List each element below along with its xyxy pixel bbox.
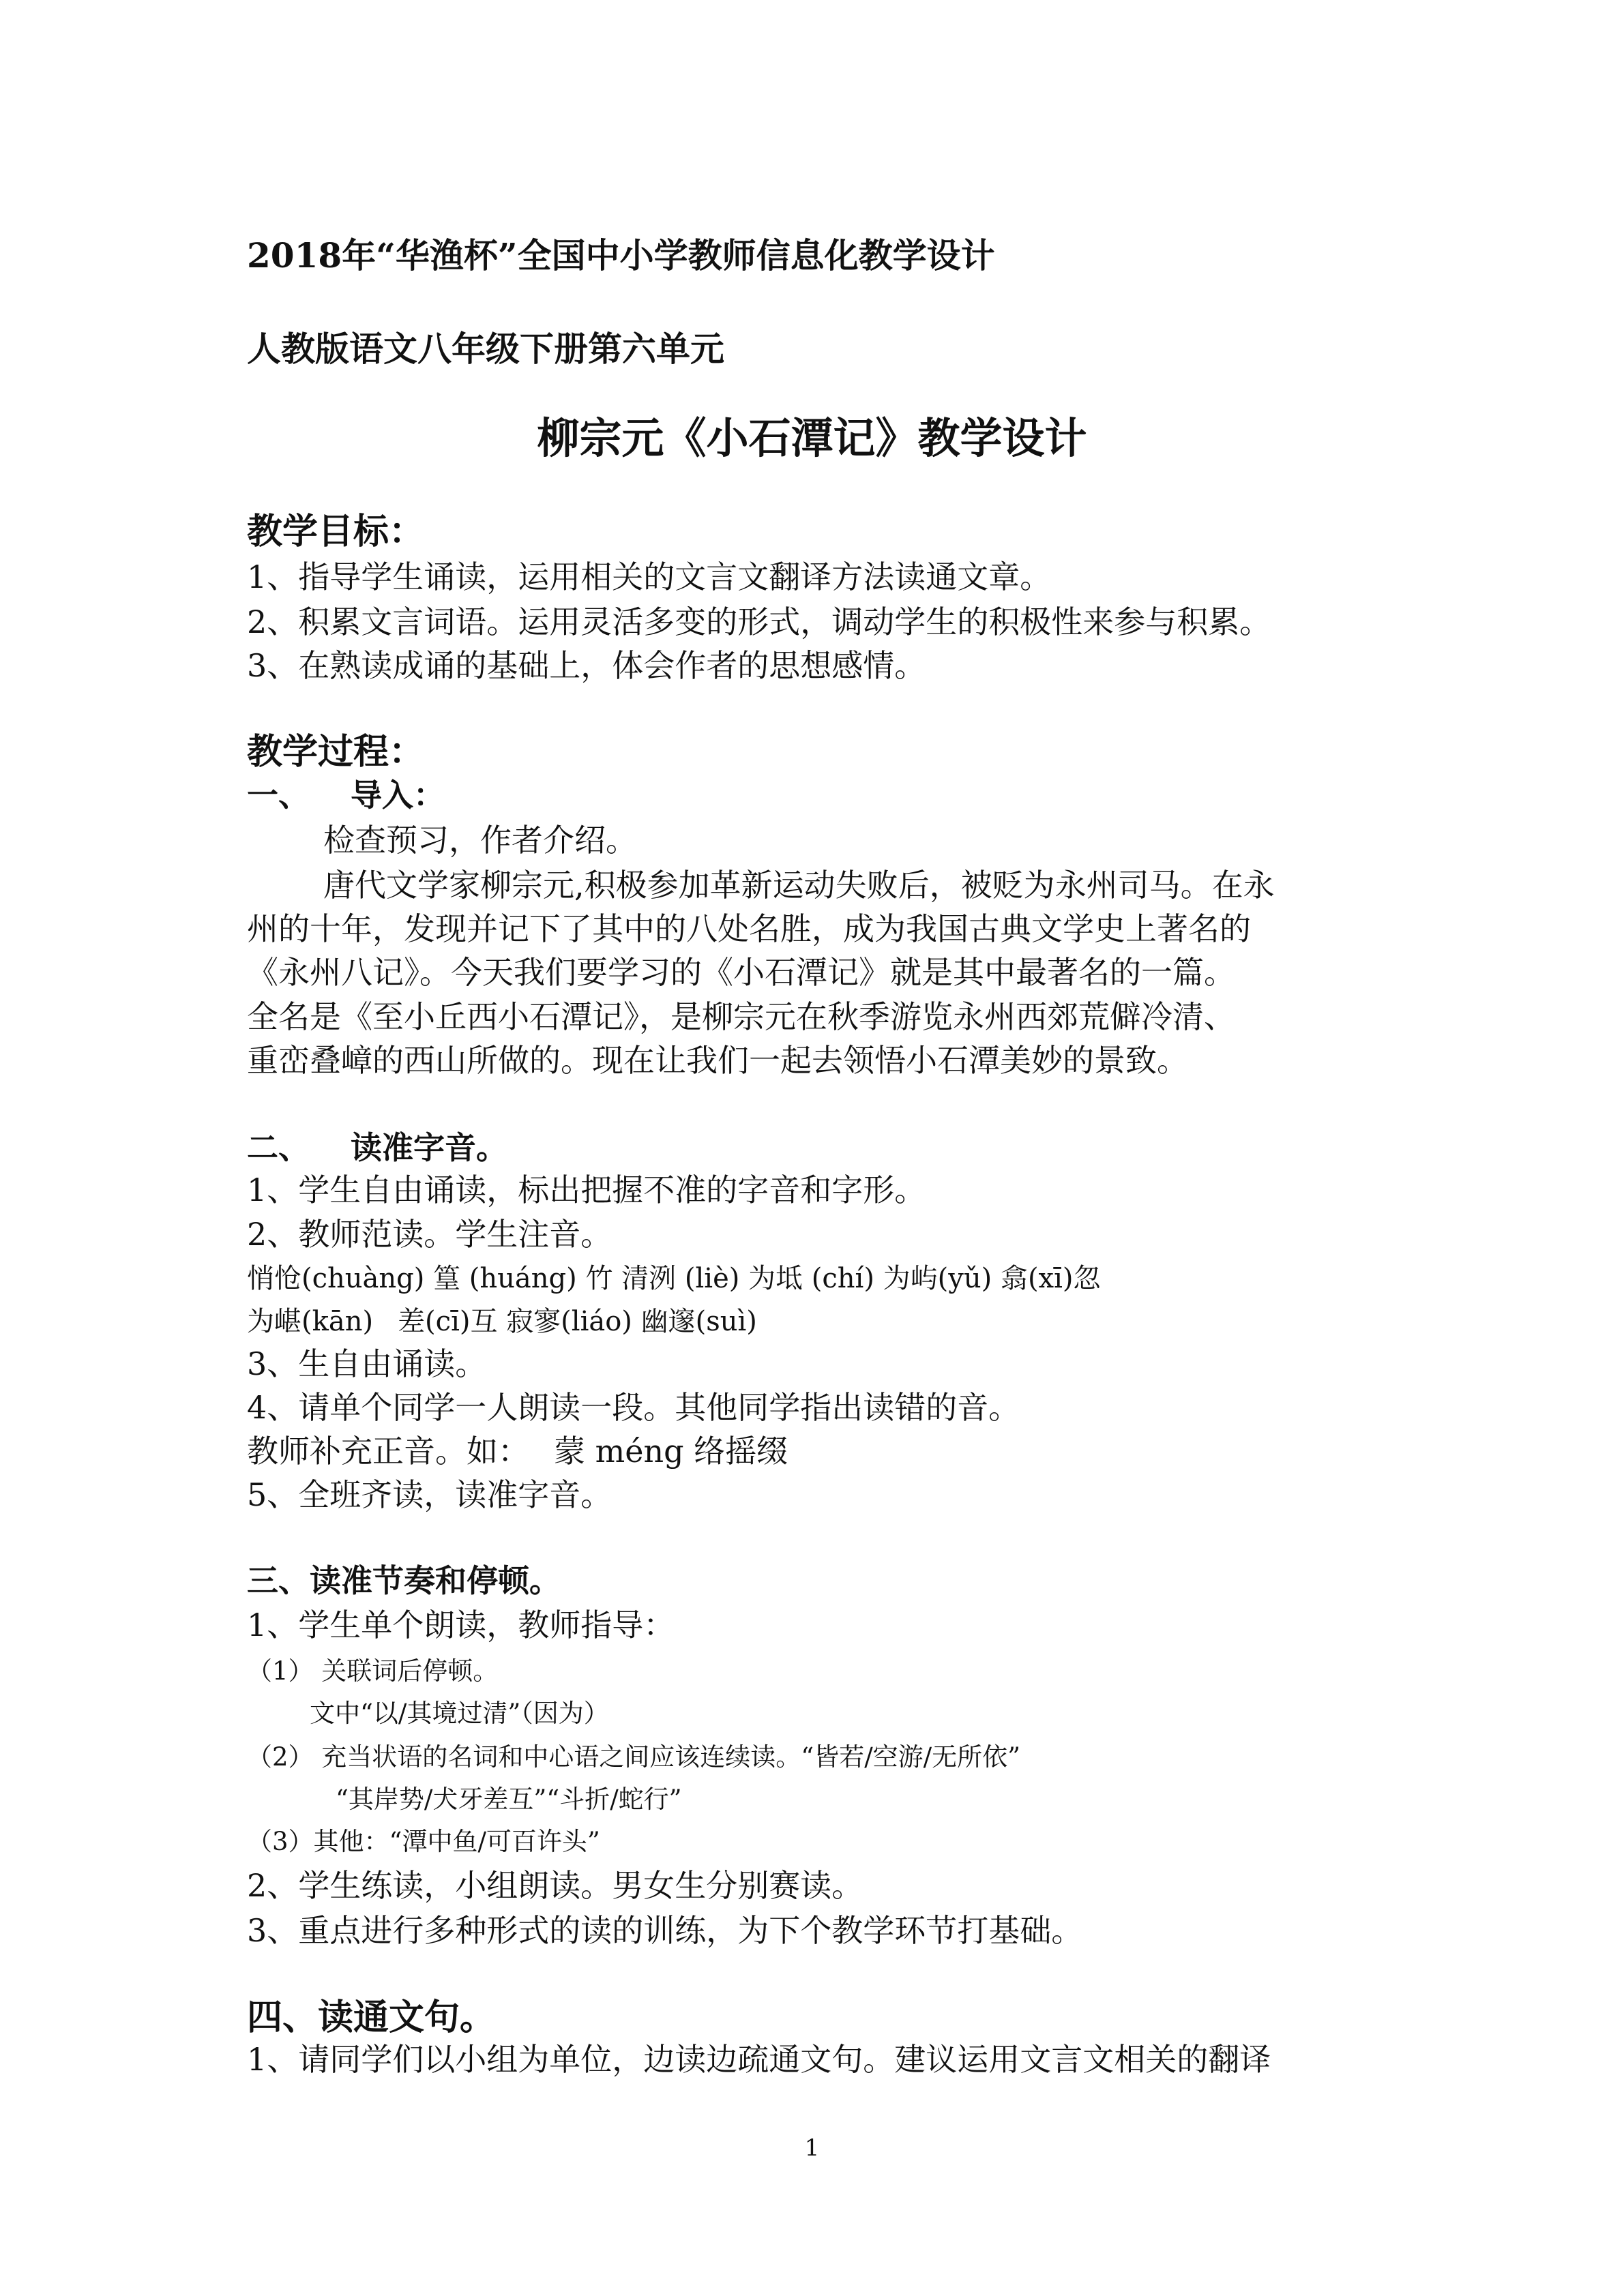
note-line: “其岸势/犬牙差互”“斗折/蛇行” — [336, 1785, 682, 1814]
competition-heading: 2018年“华渔杯”全国中小学教师信息化教学设计 — [247, 235, 995, 275]
note-line: 文中“以/其境过清”（因为） — [310, 1699, 609, 1728]
list-item: 3、生自由诵读。 — [247, 1345, 487, 1382]
page-number: 1 — [804, 2134, 820, 2162]
list-item: 1、学生单个朗读，教师指导： — [247, 1607, 675, 1643]
intro-text-line: 州的十年，发现并记下了其中的八处名胜，成为我国古典文学史上著名的 — [247, 910, 1251, 947]
section-4-heading: 四、读通文句。 — [247, 1997, 496, 2038]
note-line: （2） 充当状语的名词和中心语之间应该连续读。“皆若/空游/无所依” — [247, 1742, 1021, 1772]
intro-text-line: 《永州八记》。今天我们要学习的《小石潭记》就是其中最著名的一篇。 — [247, 954, 1235, 991]
section-2-heading — [247, 1129, 507, 1166]
correction-line — [247, 1433, 788, 1470]
objective-item: 3、在熟读成诵的基础上，体会作者的思想感情。 — [247, 647, 926, 684]
intro-text-line: 重峦叠嶂的西山所做的。现在让我们一起去领悟小石潭美妙的景致。 — [247, 1042, 1188, 1079]
list-item: 1、请同学们以小组为单位，边读边疏通文句。建议运用文言文相关的翻译 — [247, 2041, 1271, 2078]
section-1-title: 导入： — [351, 777, 445, 814]
correction-example: 蒙 méng 络摇缀 — [554, 1433, 788, 1470]
list-item: 5、全班齐读，读准字音。 — [247, 1476, 612, 1513]
pinyin-words: 差(cī)互 寂寥(liáo) 幽邃(suì) — [398, 1306, 757, 1337]
list-item: 3、重点进行多种形式的读的训练，为下个教学环节打基础。 — [247, 1912, 1083, 1949]
section-1-heading — [247, 777, 445, 814]
note-line: （3）其他：“潭中鱼/可百许头” — [247, 1827, 600, 1856]
list-item: 2、学生练读，小组朗读。男女生分别赛读。 — [247, 1867, 863, 1904]
list-item: 2、教师范读。学生注音。 — [247, 1216, 612, 1253]
pinyin-line — [247, 1308, 757, 1335]
objective-item: 2、积累文言词语。运用灵活多变的形式，调动学生的积极性来参与积累。 — [247, 603, 1271, 640]
document-title: 柳宗元《小石潭记》教学设计 — [537, 413, 1087, 463]
process-heading: 教学过程： — [247, 731, 425, 773]
unit-heading: 人教版语文八年级下册第六单元 — [247, 329, 724, 369]
section-3-heading: 三、读准节奏和停顿。 — [247, 1562, 561, 1599]
intro-text-line: 全名是《至小丘西小石潭记》，是柳宗元在秋季游览永州西郊荒僻冷清、 — [247, 998, 1235, 1035]
section-2-number: 二、 — [247, 1129, 310, 1166]
intro-text-line: 唐代文学家柳宗元,积极参加革新运动失败后，被贬为永州司马。在永 — [323, 867, 1275, 904]
list-item: 1、学生自由诵读，标出把握不准的字音和字形。 — [247, 1172, 926, 1208]
pinyin-line: 悄怆(chuàng) 篁 (huáng) 竹 清洌 (liè) 为坻 (chí) 为屿(yǔ) 翕(xī)忽 — [247, 1263, 1101, 1294]
correction-label: 教师补充正音。如： — [247, 1433, 529, 1470]
section-2-title: 读准字音。 — [351, 1129, 507, 1166]
intro-paragraph: 检查预习，作者介绍。 — [323, 822, 637, 859]
objectives-heading: 教学目标： — [247, 511, 425, 552]
list-item: 4、请单个同学一人朗读一段。其他同学指出读错的音。 — [247, 1389, 1020, 1426]
objective-item: 1、指导学生诵读，运用相关的文言文翻译方法读通文章。 — [247, 558, 1052, 595]
note-line: （1） 关联词后停顿。 — [247, 1656, 499, 1686]
pinyin-word: 为嵁(kān) — [247, 1306, 374, 1337]
section-1-number: 一、 — [247, 777, 310, 814]
